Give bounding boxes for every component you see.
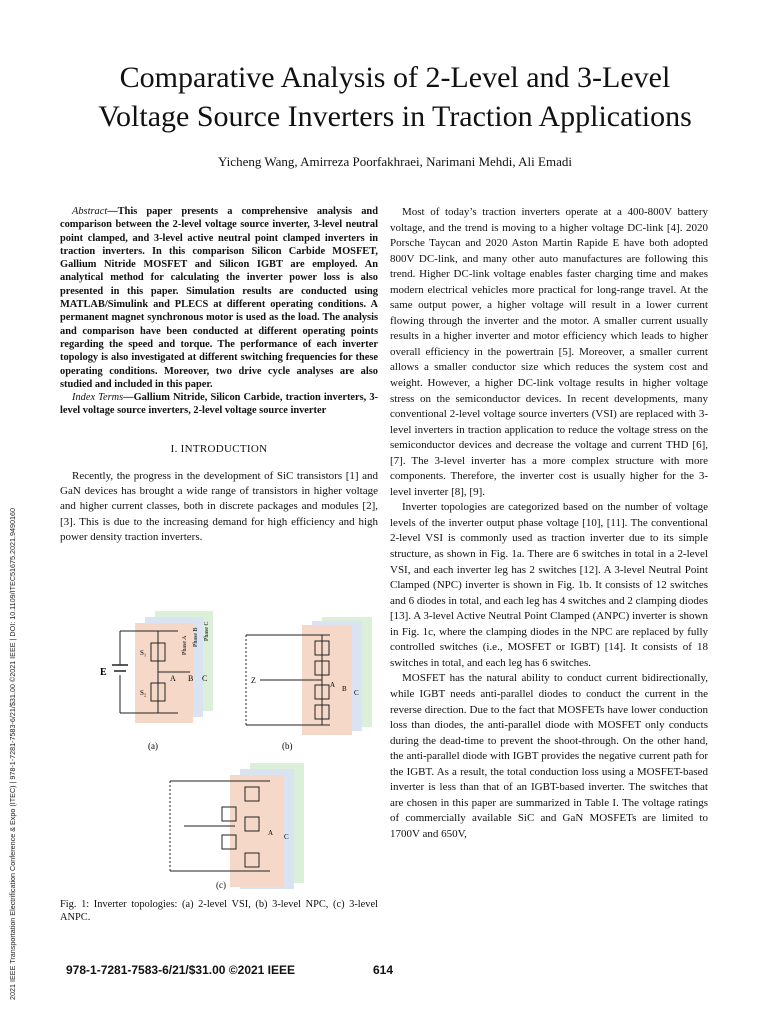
node-c-label-c: C: [284, 833, 289, 841]
neutral-z-label: Z: [251, 676, 256, 685]
section-heading-introduction: I. INTRODUCTION: [170, 442, 268, 455]
node-c-label-a: C: [202, 674, 208, 683]
index-terms-lead: Index Terms: [72, 392, 124, 404]
intro-paragraph-1: Recently, the progress in the development of SiC transistors [1] and GaN devices has brought a wide range of transistors in higher voltage and higher current classes, both in discrete packages and modules [2], [3]. This is due to the increasing demand for high efficiency and high power density traction inverters.: [60, 469, 378, 543]
right-paragraph-3: MOSFET has the natural ability to conduct current bidirectionally, while IGBT needs anti-parallel diodes to conduct the current in the reverse direction. Due to the fact that MOSFETs have lower conduction loss than diodes, the anti-parallel diode with MOSFET only conducts during the dead-time to prevent the shoot-through. On the other hand, the anti-parallel diode with IGBT provides the negative current path for the IGBT. As a result, the total conduction loss using a MOSFET-based inverter is less than that of an IGBT-based inverter. The switches that are chosen in this paper are summarized in Table I. The voltage ratings of commercially available SiC and GaN MOSFETs are limited to 1700V and 650V,: [390, 672, 708, 840]
title-line-1: Comparative Analysis of 2-Level and 3-Level: [119, 61, 671, 94]
node-a-label-b: A: [330, 681, 336, 689]
abstract-lead: Abstract: [72, 206, 108, 217]
subfigure-b: [246, 617, 372, 751]
node-a-label-c: A: [268, 829, 274, 837]
figure-1-caption: Fig. 1: Inverter topologies: (a) 2-level VSI, (b) 3-level NPC, (c) 3-level ANPC.: [60, 899, 378, 923]
page-number: 614: [373, 963, 394, 977]
author-list: Yicheng Wang, Amirreza Poorfakhraei, Narimani Mehdi, Ali Emadi: [218, 154, 572, 169]
node-c-label-b: C: [354, 689, 359, 697]
abstract: [60, 205, 378, 391]
title-line-2: Voltage Source Inverters in Traction Applications: [98, 100, 692, 133]
right-column: [390, 205, 708, 842]
node-a-label-a: A: [170, 674, 176, 683]
subfigure-label-a: (a): [148, 741, 158, 751]
subfigure-label-c: (c): [216, 880, 226, 890]
phase-c-label-a: Phase C: [204, 621, 210, 641]
phase-b-label-a: Phase B: [193, 627, 199, 647]
subfigure-label-b: (b): [282, 741, 293, 751]
phase-a-label-a: Phase A: [182, 635, 188, 655]
switch-s1-label-a: S₁: [140, 649, 147, 657]
node-b-label-b: B: [342, 685, 347, 693]
right-paragraph-1: Most of today’s traction inverters operate at a 400-800V battery voltage, and the trend is moving to a higher voltage DC-link [4]. 2020 Porsche Taycan and 2020 Aston Martin Rapide E have both adopted 800V DC-link, and many other auto manufactures are following this trend. Higher DC-link voltage enables faster charging time and makes modern electrical vehicles more practical for long-range travel. At the same output power, a higher voltage will result in a lower current flowing through the inverter and the motor. A smaller current usually results in a higher inverter and motor efficiency which leads to higher overall efficiency in the powertrain [5]. Moreover, a smaller current allows a smaller conductor size which reduces the system cost and weight. However, a higher DC-link voltage results in higher voltage stress on the semiconductor devices. In recent developments, many conventional 2-level voltage source inverters (VSI) are replaced with 3-level inverters in traction application to reduce the voltage stress on the semiconductor devices and decrease the voltage and current THD [6], [7]. The 3-level inverter has a more complex structure with more components. Therefore, the inverter cost is usually higher for the 3-level inverter [8], [9].: [390, 206, 708, 498]
figure-1-diagram: [60, 603, 378, 893]
left-column: [60, 205, 378, 545]
subfigure-c: [170, 763, 304, 889]
switch-s2-label-a: S₂: [140, 689, 147, 697]
paper-title: [60, 58, 730, 136]
node-b-label-a: B: [188, 674, 194, 683]
subfigure-a: [100, 611, 213, 751]
footer-copyright: 978-1-7281-7583-6/21/$31.00 ©2021 IEEE: [66, 963, 296, 977]
abstract-text: —This paper presents a comprehensive analysis and comparison between the 2-level voltage source inverter, 3-level neutral point clamped, and 3-level active neutral point clamped inverters in traction inverters. In this comparison Silicon Carbide MOSFET, Gallium Nitride MOSFET and Silicon IGBT are employed. An analytical method for calculating the inverter power loss is also presented in this paper. Simulation results are conducted using MATLAB/Simulink and PLECS at different operating conditions. A permanent magnet synchronous motor is used as the load. The analysis and comparison have been conducted at different operating points regarding the speed and torque. The performance of each inverter topology is also investigated at different switching frequencies for these operating conditions. Moreover, two drive cycle analyses are also studied and included in this paper.: [60, 206, 378, 390]
figure-1-inverter-topologies: [60, 603, 378, 933]
dc-source-label-a: E: [100, 667, 107, 678]
index-terms: [60, 391, 378, 418]
right-paragraph-2: Inverter topologies are categorized based on the number of voltage levels of the inverter output phase voltage [10], [11]. The conventional 2-level VSI is commonly used as traction inverter due to its simple structure, as shown in Fig. 1a. There are 6 switches in total in a 2-level VSI, and each inverter leg has 2 switches [12]. A 3-level Neutral Point Clamped (NPC) inverter is shown in Fig. 1b. It consists of 12 switches and 6 diodes in total, and each leg has 4 switches and 2 clamping diodes [13]. A 3-level Active Neutral Point Clamped (ANPC) inverter is shown in Fig. 1c, where the clamping diodes in the NPC are replaced by fully controlled switches (i.e., MOSFET or IGBT) [14]. It consists of 18 switches in total, and each leg has 6 switches.: [390, 501, 709, 669]
index-terms-text: —Gallium Nitride, Silicon Carbide, traction inverters, 3-level voltage source inverters, 2-level voltage source inverter: [60, 392, 378, 417]
side-copyright-note: [8, 300, 22, 1000]
side-note-text: 2021 IEEE Transportation Electrification Conference & Expo (ITEC) | 978-1-7281-7583-6/21/$31.00 ©2021 IEEE | DOI: 10.1109/ITEC51675.2021.9490160: [8, 508, 17, 1000]
